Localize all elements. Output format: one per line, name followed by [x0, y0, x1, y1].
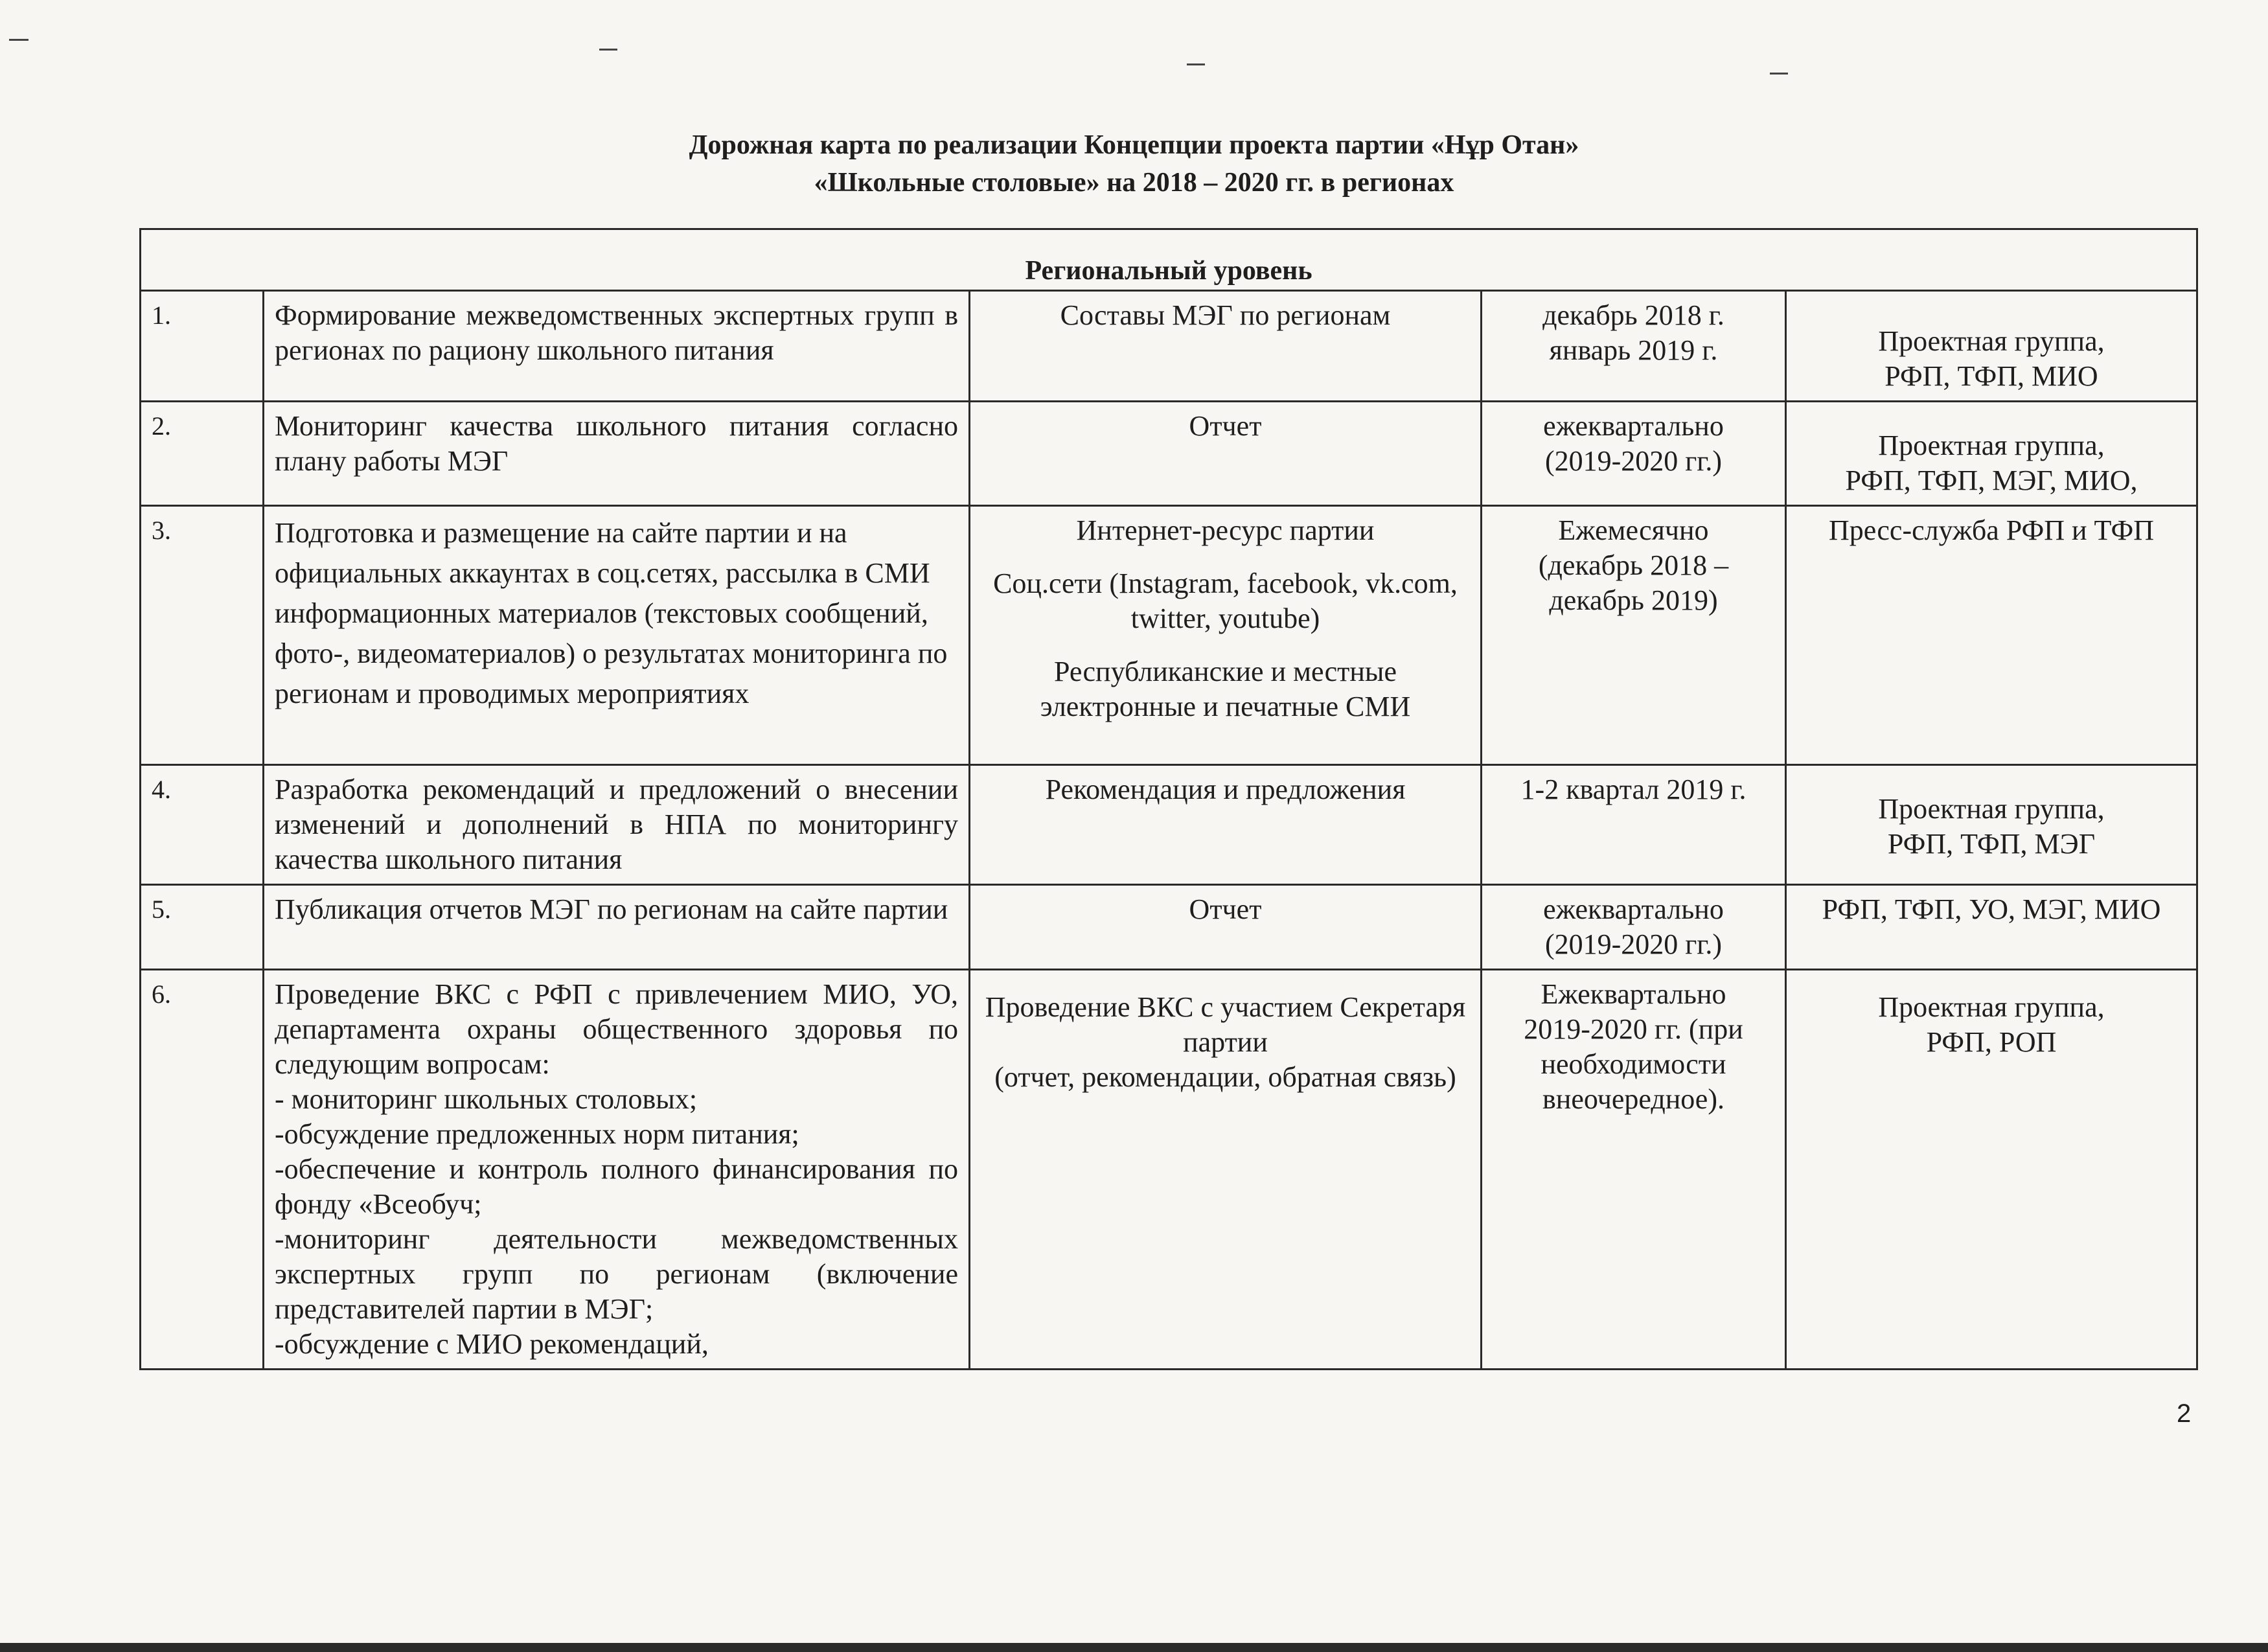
deadline-line: (2019-2020 гг.): [1544, 445, 1723, 477]
result-line: Проведение ВКС с участием Секретаря партии: [985, 991, 1466, 1058]
responsible-line: РФП, ТФП, МЭГ, МИО,: [1845, 465, 2138, 496]
action-cell: Мониторинг качества школьного питания согласно плану работы МЭГ: [264, 402, 970, 506]
action-line: -мониторинг деятельности межведомственных экспертных групп по регионам (включение представителей партии в МЭГ;: [275, 1223, 958, 1325]
deadline-cell: [1482, 765, 1786, 885]
scan-mark: [1770, 73, 1788, 75]
deadline-line: Ежеквартально: [1541, 978, 1726, 1010]
row-number: 2.: [141, 402, 264, 506]
result-cell: [970, 885, 1482, 970]
result-cell: [970, 765, 1482, 885]
table-row: [141, 506, 2197, 765]
responsible-line: Проектная группа,: [1878, 991, 2105, 1023]
result-cell: [970, 506, 1482, 765]
deadline-line: (2019-2020 гг.): [1544, 928, 1723, 960]
responsible-cell: [1786, 970, 2197, 1370]
result-cell: [970, 291, 1482, 402]
row-number: 3.: [141, 506, 264, 765]
deadline-cell: [1482, 291, 1786, 402]
result-cell: [970, 402, 1482, 506]
result-line: Рекомендация и предложения: [1045, 774, 1406, 805]
table-row: [141, 885, 2197, 970]
action-cell: [264, 970, 970, 1370]
responsible-cell: [1786, 402, 2197, 506]
action-line: -обеспечение и контроль полного финансирования по фонду «Всеобуч;: [275, 1153, 958, 1220]
responsible-line: Проектная группа,: [1878, 325, 2105, 357]
scan-mark: [9, 39, 29, 41]
table-row: [141, 970, 2197, 1370]
result-cell: [970, 970, 1482, 1370]
title-line-1: Дорожная карта по реализации Концепции проекта партии «Нұр Отан»: [689, 130, 1579, 160]
scan-bottom-edge: [0, 1643, 2268, 1652]
deadline-line: 2019-2020 гг. (при необходимости внеочередное).: [1524, 1013, 1743, 1115]
action-line: - мониторинг школьных столовых;: [275, 1083, 698, 1115]
result-line: Интернет-ресурс партии: [1076, 514, 1375, 546]
deadline-line: Ежемесячно: [1558, 514, 1709, 546]
responsible-cell: [1786, 506, 2197, 765]
responsible-cell: [1786, 885, 2197, 970]
responsible-line: РФП, ТФП, УО, МЭГ, МИО: [1822, 893, 2161, 925]
result-line: (отчет, рекомендации, обратная связь): [994, 1061, 1456, 1093]
row-number: 5.: [141, 885, 264, 970]
scan-mark: [1187, 63, 1205, 65]
action-cell: Разработка рекомендаций и предложений о внесении изменений и дополнений в НПА по мониторингу качества школьного питания: [264, 765, 970, 885]
action-cell: Публикация отчетов МЭГ по регионам на сайте партии: [264, 885, 970, 970]
deadline-cell: [1482, 402, 1786, 506]
action-cell: Формирование межведомственных экспертных групп в регионах по рациону школьного питания: [264, 291, 970, 402]
result-line: Отчет: [1189, 410, 1262, 442]
title-line-2: «Школьные столовые» на 2018 – 2020 гг. в регионах: [814, 168, 1454, 198]
roadmap-table: [139, 228, 2198, 1370]
deadline-line: (декабрь 2018 –: [1538, 549, 1729, 581]
level-heading-row: [141, 229, 2197, 291]
scan-mark: [599, 49, 617, 51]
action-line: -обсуждение предложенных норм питания;: [275, 1118, 799, 1150]
page-title: [0, 126, 2268, 201]
action-cell: Подготовка и размещение на сайте партии и на официальных аккаунтах в соц.сетях, рассылка в СМИ информационных материалов (текстовых сообщений, фото-, видеоматериалов) о результатах мониторинга по регионам и проводимых мероприятиях: [264, 506, 970, 765]
table-row: [141, 291, 2197, 402]
page-number: 2: [2177, 1399, 2192, 1428]
result-line: Составы МЭГ по регионам: [1060, 299, 1391, 331]
responsible-line: Проектная группа,: [1878, 793, 2105, 825]
row-number: 1.: [141, 291, 264, 402]
result-line: Соц.сети (Instagram, facebook, vk.com, twitter, youtube): [993, 568, 1458, 634]
result-line: Отчет: [1189, 893, 1262, 925]
deadline-line: ежеквартально: [1543, 410, 1724, 442]
responsible-line: РФП, ТФП, МИО: [1884, 360, 2098, 392]
deadline-cell: [1482, 970, 1786, 1370]
level-heading: Региональный уровень: [141, 229, 2197, 291]
deadline-line: декабрь 2019): [1549, 584, 1718, 616]
row-number: 6.: [141, 970, 264, 1370]
responsible-line: РФП, ТФП, МЭГ: [1887, 828, 2096, 860]
deadline-cell: [1482, 506, 1786, 765]
responsible-line: Пресс-служба РФП и ТФП: [1828, 514, 2154, 546]
responsible-cell: [1786, 291, 2197, 402]
deadline-line: 1-2 квартал 2019 г.: [1520, 774, 1747, 805]
responsible-line: Проектная группа,: [1878, 430, 2105, 461]
responsible-cell: [1786, 765, 2197, 885]
deadline-line: декабрь 2018 г.: [1542, 299, 1724, 331]
deadline-line: ежеквартально: [1543, 893, 1724, 925]
table-row: [141, 402, 2197, 506]
responsible-line: РФП, РОП: [1926, 1026, 2057, 1058]
action-line: Проведение ВКС с РФП с привлечением МИО, УО, департамента охраны общественного здоровья по следующим вопросам:: [275, 978, 958, 1080]
action-line: -обсуждение с МИО рекомендаций,: [275, 1328, 709, 1360]
row-number: 4.: [141, 765, 264, 885]
deadline-cell: [1482, 885, 1786, 970]
result-line: Республиканские и местные электронные и печатные СМИ: [1040, 656, 1411, 722]
table-row: [141, 765, 2197, 885]
deadline-line: январь 2019 г.: [1549, 334, 1718, 366]
